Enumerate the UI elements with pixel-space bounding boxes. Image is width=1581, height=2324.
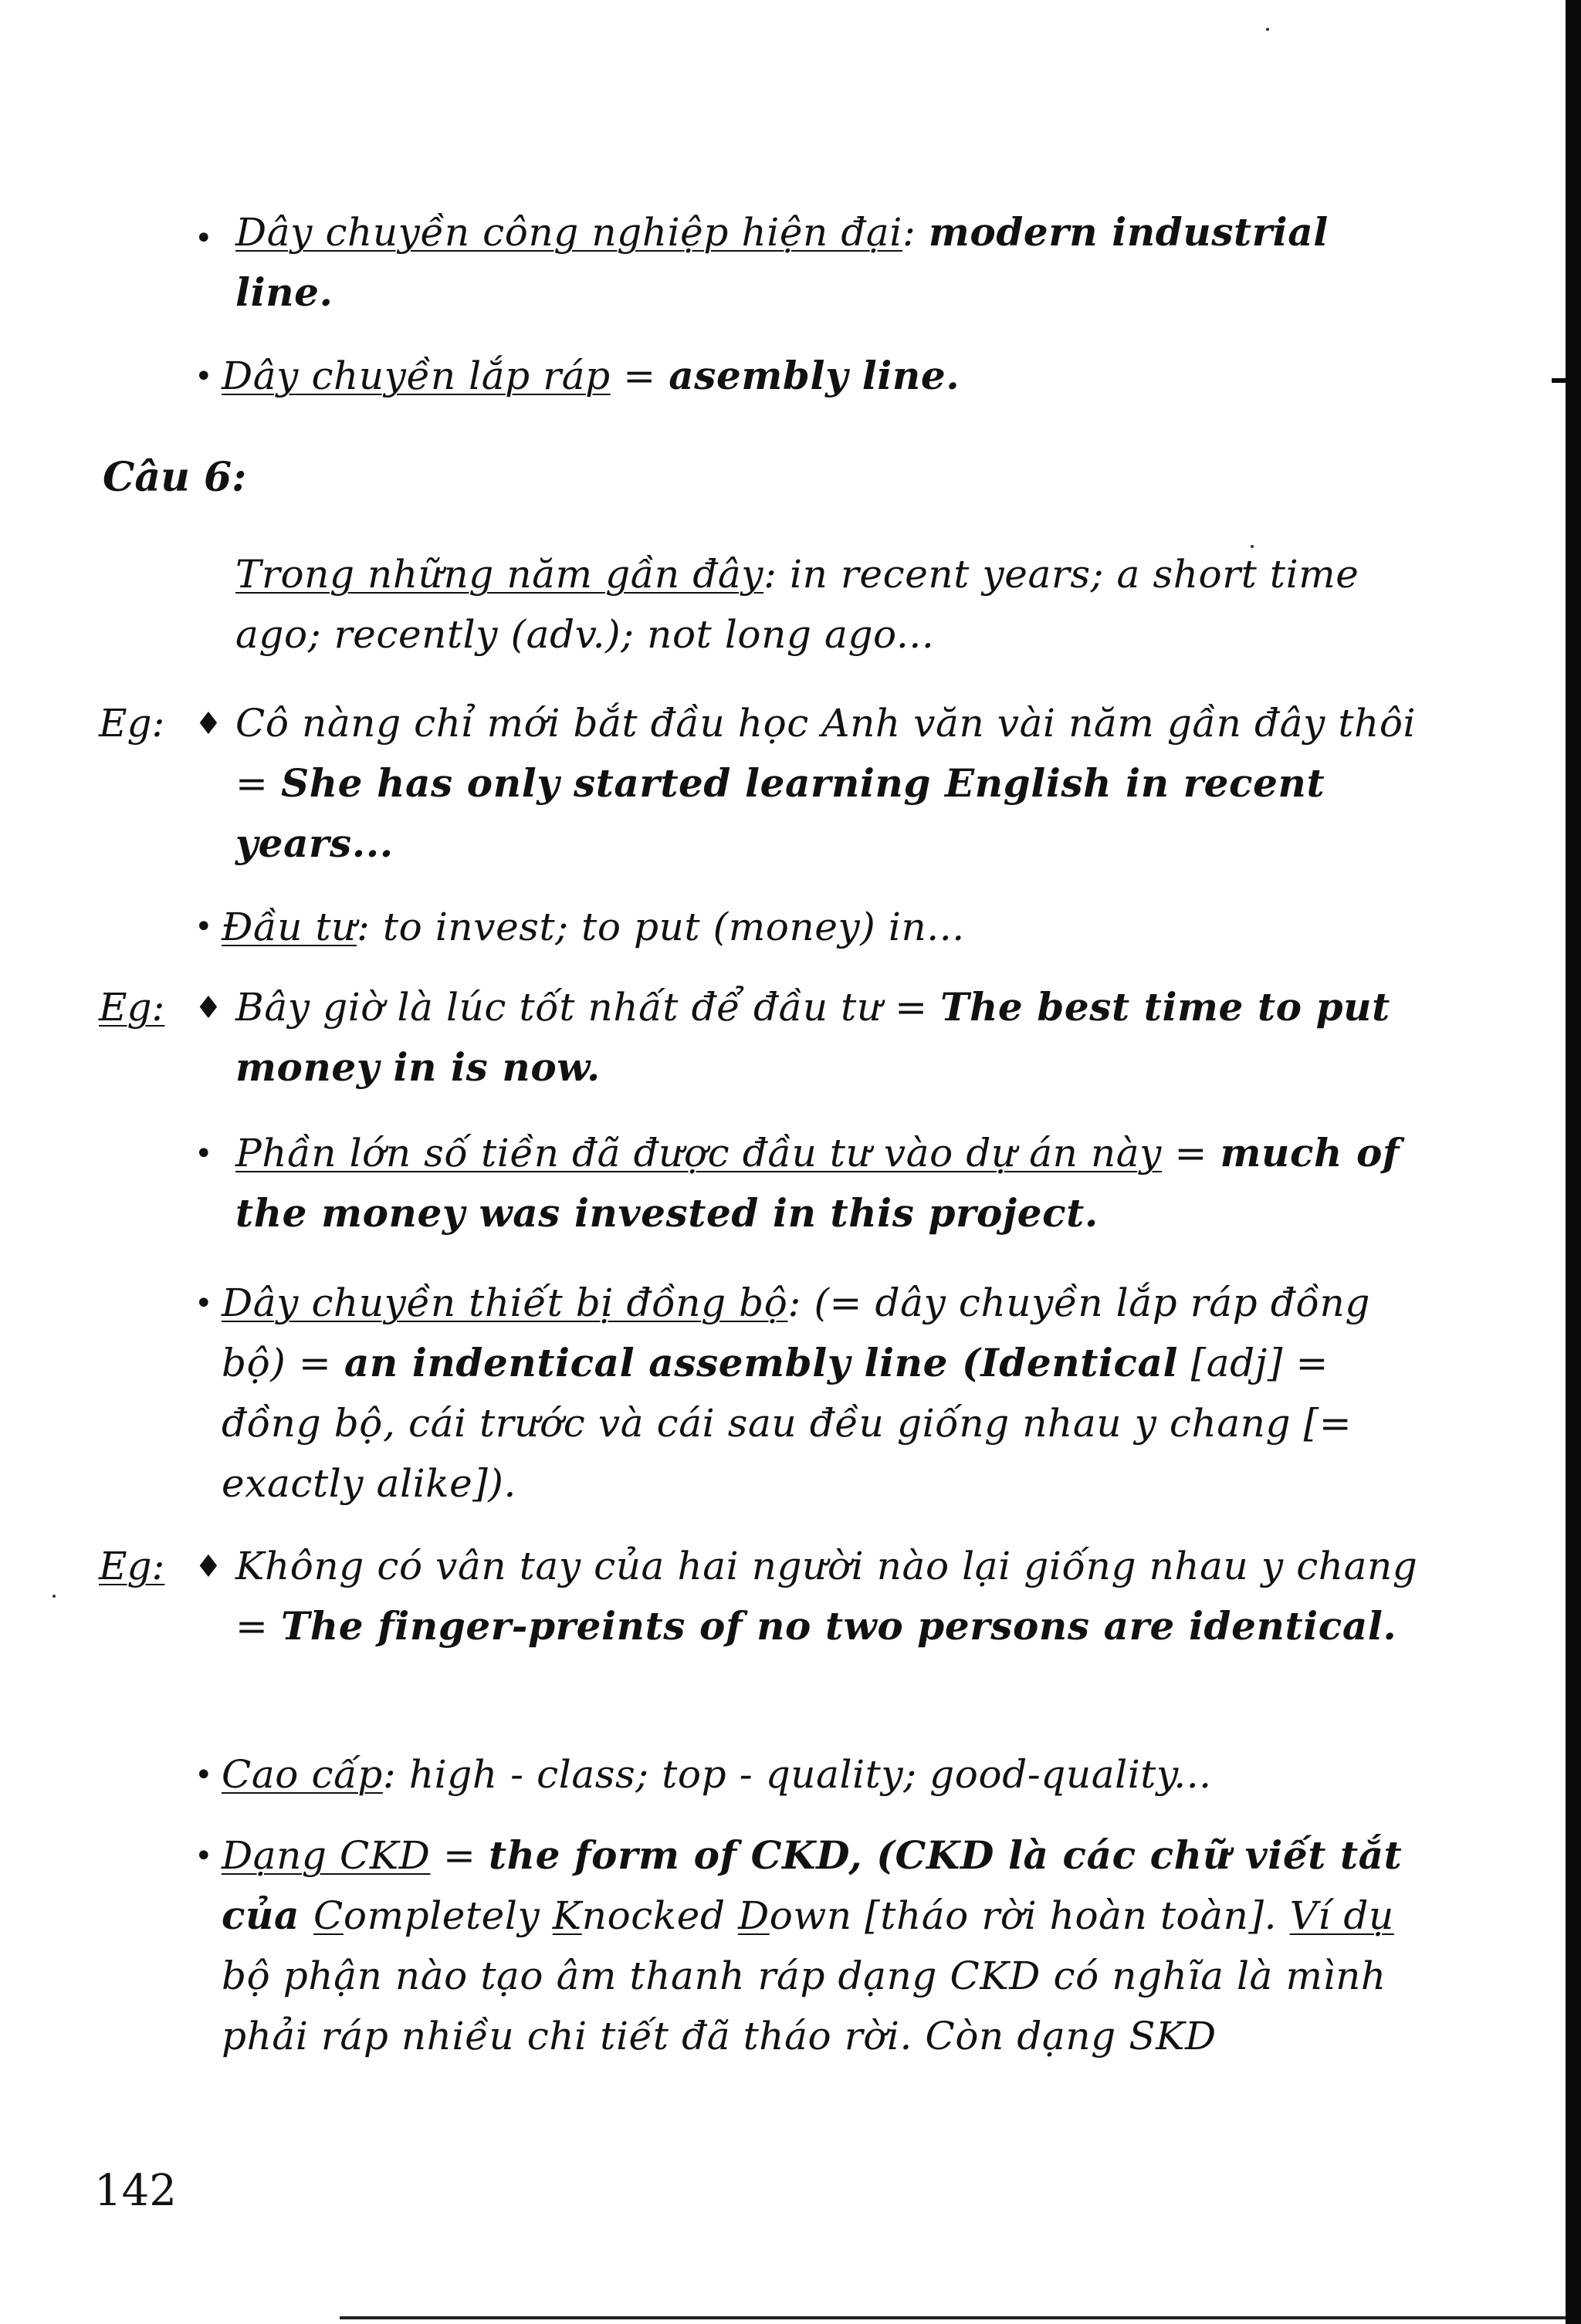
bullet: • — [195, 221, 213, 256]
example-vietnamese: Không có vân tay của hai người nào lại giống nhau y chang — [235, 1544, 1418, 1588]
entry-recent-years — [235, 544, 1424, 665]
explanation: bộ phận nào tạo âm thanh ráp dạng CKD có nghĩa là mình phải ráp nhiều chi tiết đã tháo rời. Còn dạng SKD — [222, 1954, 1386, 2058]
entry-invest — [222, 897, 1426, 957]
definition-part: (= dây chuyền lắp ráp đồng bộ) = — [222, 1280, 1370, 1385]
term: Dây chuyền thiết bị đồng bộ — [222, 1280, 788, 1325]
example-english: The best time to put money in is now. — [235, 984, 1390, 1090]
speck — [1266, 28, 1269, 31]
term: Dây chuyền công nghiệp hiện đại — [235, 210, 902, 255]
definition-bold: the form of CKD, (CKD là các chữ viết tắt của — [222, 1832, 1403, 1938]
example-label: Eg: — [99, 1544, 165, 1588]
separator: = — [882, 985, 941, 1030]
separator: : — [787, 1280, 814, 1325]
separator: = — [235, 1604, 281, 1649]
edge-mark — [1552, 378, 1566, 383]
example-vietnamese: Cô nàng chỉ mới bắt đầu học Anh văn vài năm gần đây thôi — [235, 701, 1417, 746]
example-vietnamese: Bây giờ là lúc tốt nhất để đầu tư — [235, 985, 882, 1030]
diamond-bullet-icon: ♦ — [195, 1549, 222, 1585]
speck — [52, 1595, 56, 1598]
separator: = — [235, 761, 281, 806]
abbrev-letter-k: K — [552, 1893, 582, 1938]
entry-money-invested — [235, 1123, 1424, 1243]
diamond-bullet-icon: ♦ — [195, 990, 222, 1026]
separator: = — [1162, 1131, 1220, 1176]
bullet: • — [195, 1839, 213, 1874]
definition: in recent years; a short time ago; recently (adv.); not long ago... — [235, 552, 1359, 657]
definition: modern industrial line. — [235, 209, 1329, 315]
separator: : — [763, 552, 790, 597]
entry-synchronized-equipment — [222, 1273, 1426, 1514]
bullet: • — [195, 909, 213, 945]
entry-assembly-line — [222, 346, 1426, 406]
abbrev-letter-d: D — [738, 1893, 770, 1938]
definition: much of the money was invested in this project. — [235, 1130, 1400, 1236]
bullet: • — [195, 359, 213, 394]
example-english: The finger-preints of no two persons are identical. — [281, 1603, 1397, 1649]
separator: = — [430, 1833, 489, 1878]
term: Cao cấp — [222, 1752, 383, 1797]
definition: to invest; to put (money) in... — [382, 905, 965, 949]
definition-note: [adj] = đồng bộ, cái trước và cái sau đều giống nhau y chang [= exactly alike]). — [222, 1341, 1352, 1506]
term: Đầu tư — [222, 905, 357, 949]
example-label: Eg: — [99, 701, 165, 746]
abbrev-letter-c: C — [313, 1893, 344, 1938]
term: Trong những năm gần đây — [235, 552, 764, 597]
term: Phần lớn số tiền đã được đầu tư vào dự án này — [235, 1131, 1163, 1176]
term: Dây chuyền lắp ráp — [222, 354, 611, 398]
entry-high-class — [222, 1744, 1426, 1805]
separator: = — [610, 354, 669, 398]
entry-industrial-line — [235, 202, 1424, 323]
example-fingerprints — [235, 1536, 1424, 1656]
definition: high - class; top - quality; good-quality... — [408, 1752, 1212, 1797]
question-heading: Câu 6: — [103, 454, 247, 501]
separator: : — [902, 210, 929, 255]
example-marker: Ví dụ — [1289, 1893, 1394, 1938]
separator: : — [382, 1752, 409, 1797]
page-edge-shadow — [1566, 0, 1581, 2324]
example-label: Eg: — [99, 985, 165, 1030]
definition: asembly line. — [669, 353, 960, 398]
diamond-bullet-icon: ♦ — [195, 706, 222, 742]
example-english-learning — [235, 693, 1424, 874]
page-number: 142 — [94, 2166, 177, 2216]
bottom-edge-line — [340, 2316, 1566, 2319]
word-rest: ompletely — [343, 1893, 553, 1938]
entry-ckd-form — [222, 1825, 1426, 2066]
term: Dạng CKD — [222, 1833, 431, 1878]
word-rest: own [tháo rời hoàn toàn]. — [769, 1893, 1290, 1938]
example-best-time — [235, 977, 1424, 1098]
example-english: She has only started learning English in recent years... — [235, 760, 1325, 866]
separator: : — [357, 905, 383, 949]
bullet: • — [195, 1286, 213, 1321]
definition-bold: an indentical assembly line (Identical — [344, 1340, 1179, 1385]
bullet: • — [195, 1757, 213, 1793]
bullet: • — [195, 1136, 213, 1172]
word-rest: nocked — [581, 1893, 739, 1938]
